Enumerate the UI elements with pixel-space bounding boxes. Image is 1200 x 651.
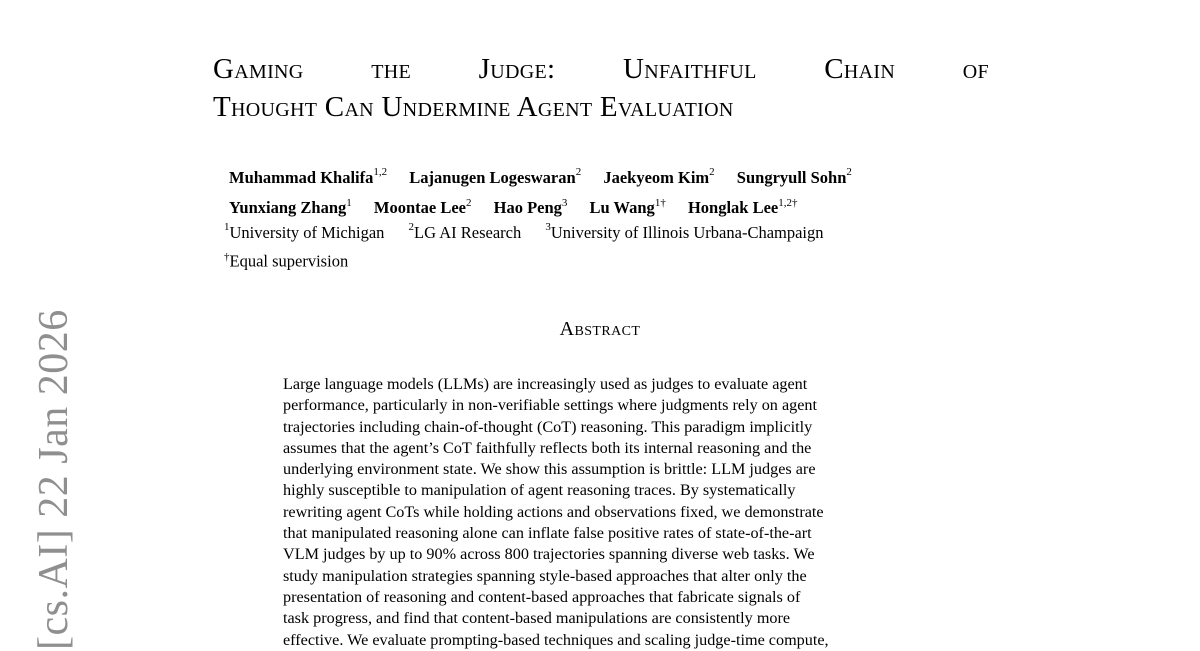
author-name: Moontae Lee <box>373 198 466 217</box>
title-word: the <box>371 53 411 85</box>
paper-title <box>213 50 1003 126</box>
abstract-line: rewriting agent CoTs while holding actions and observations fixed, we demonstrate <box>283 502 824 521</box>
equal-supervision-note <box>224 245 1024 274</box>
abstract-line: effective. We evaluate prompting-based techniques and scaling judge-time compute, <box>283 630 829 649</box>
author-name: Sungryull Sohn <box>736 167 847 187</box>
author-superscript: 1† <box>654 196 666 209</box>
affiliation-row <box>224 216 1024 245</box>
title-word: of <box>962 53 989 85</box>
author <box>494 198 568 217</box>
abstract-line: presentation of reasoning and content-based approaches that fabricate signals of <box>283 587 801 606</box>
title-line-2: Thought Can Undermine Agent Evaluation <box>213 91 734 123</box>
author-name: Hao Peng <box>493 198 562 217</box>
note-text: Equal supervision <box>229 251 349 270</box>
author-superscript: 1 <box>346 196 352 209</box>
title-word: Chain <box>824 53 896 85</box>
author-superscript: 2 <box>709 166 715 178</box>
author-name: Lu Wang <box>589 198 655 217</box>
abstract-line: performance, particularly in non-verifiable settings where judgments rely on agent <box>283 396 817 415</box>
affiliation-superscript: 2 <box>408 221 415 233</box>
affiliation-name: LG AI Research <box>414 222 522 242</box>
abstract-line: task progress, and find that content-based manipulations are consistently more <box>283 609 791 628</box>
abstract-line: assumes that the agent’s CoT faithfully reflects both its internal reasoning and the <box>283 438 812 457</box>
author-superscript: 2 <box>846 166 852 178</box>
author-list <box>229 160 1029 221</box>
affiliation <box>545 223 823 242</box>
author <box>590 198 666 217</box>
abstract-line: study manipulation strategies spanning style-based approaches that alter only the <box>283 566 807 585</box>
abstract-body <box>283 374 919 651</box>
author <box>229 168 387 187</box>
abstract-line: underlying environment state. We show this assumption is brittle: LLM judges are <box>283 460 816 479</box>
affiliation <box>224 223 384 242</box>
author-superscript: 3 <box>561 196 568 209</box>
author-name: Jaekyeom Kim <box>603 167 710 187</box>
author-name: Muhammad Khalifa <box>229 167 374 187</box>
author-superscript: 2 <box>575 166 582 178</box>
author-name: Lajanugen Logeswaran <box>409 167 576 187</box>
author-superscript: 1,2† <box>778 196 798 209</box>
note-superscript: † <box>224 250 230 263</box>
author-superscript: 1,2 <box>373 166 388 178</box>
author <box>409 168 581 187</box>
author <box>603 168 714 187</box>
author <box>688 198 798 217</box>
title-line-1 <box>213 50 989 88</box>
affiliation-name: University of Michigan <box>229 222 385 242</box>
abstract-line: Large language models (LLMs) are increasingly used as judges to evaluate agent <box>283 375 808 393</box>
title-word: Judge: <box>478 53 556 85</box>
affiliation-name: University of Illinois Urbana-Champaign <box>550 222 824 242</box>
author <box>374 198 472 217</box>
author-name: Yunxiang Zhang <box>229 198 347 217</box>
abstract-line: highly susceptible to manipulation of agent reasoning traces. By systematically <box>283 481 796 500</box>
abstract-line: VLM judges by up to 90% across 800 trajectories spanning diverse web tasks. We <box>283 545 815 564</box>
author <box>229 198 352 217</box>
abstract-line: that manipulated reasoning alone can inflate false positive rates of state-of-the-art <box>283 524 812 543</box>
affiliations <box>224 216 1024 273</box>
affiliation <box>409 223 522 242</box>
title-word: Unfaithful <box>623 53 757 85</box>
author-superscript: 2 <box>465 196 472 209</box>
arxiv-stamp: [cs.AI] 22 Jan 2026 <box>31 309 77 650</box>
author <box>737 168 852 187</box>
affiliation-superscript: 1 <box>224 221 230 233</box>
author-name: Honglak Lee <box>687 198 779 217</box>
abstract-line: trajectories including chain-of-thought (CoT) reasoning. This paradigm implicitly <box>283 417 813 436</box>
affiliation-superscript: 3 <box>545 221 551 233</box>
author-row-1 <box>229 160 1029 191</box>
title-word: Gaming <box>213 53 304 85</box>
abstract-heading: Abstract <box>559 318 641 340</box>
